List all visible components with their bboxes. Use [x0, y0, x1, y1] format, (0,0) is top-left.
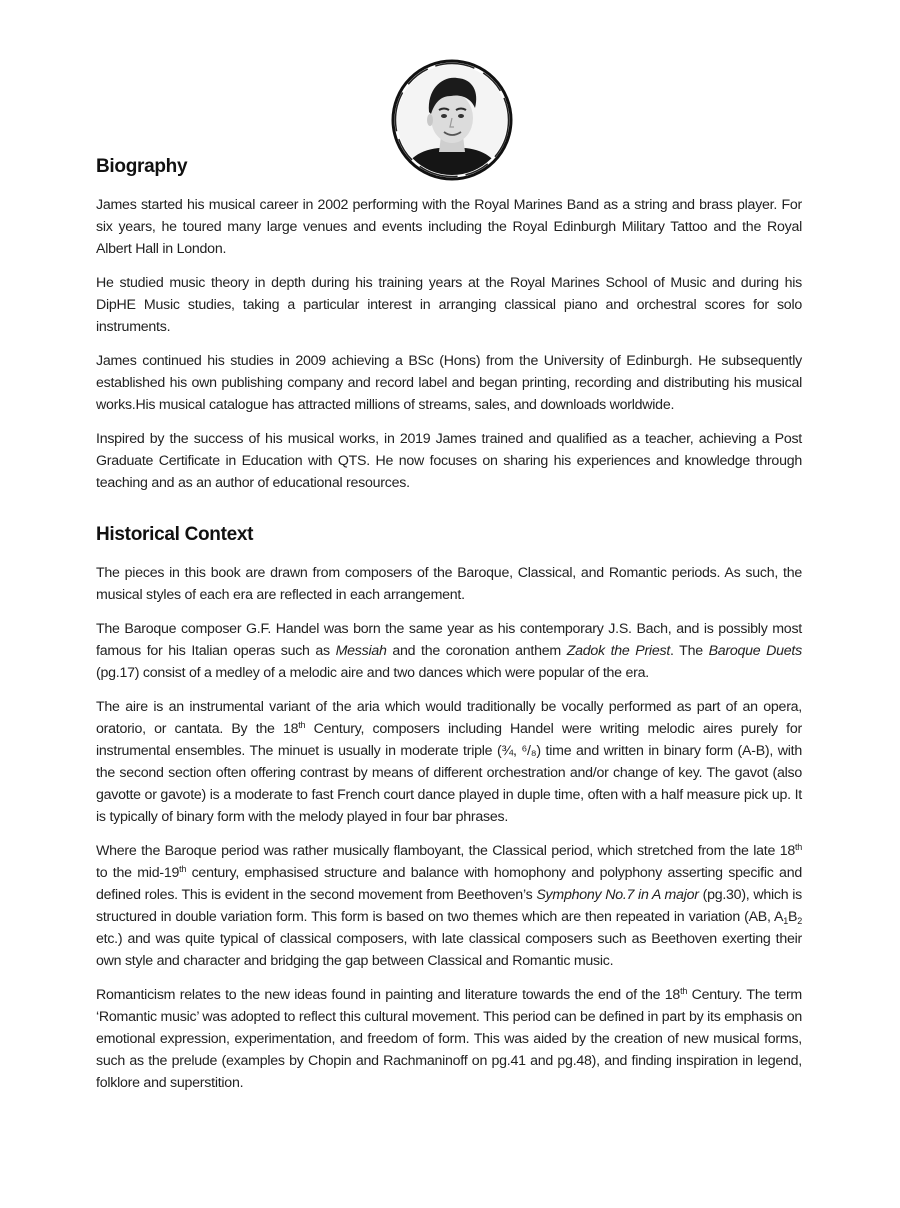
- historical-paragraph-1: The pieces in this book are drawn from composers of the Baroque, Classical, and Romantic periods. As such, the musical styles of each era are reflected in each arrangement.: [96, 565, 802, 603]
- historical-paragraph-2: The Baroque composer G.F. Handel was born the same year as his contemporary J.S. Bach, and is possibly most famous for his Italian operas such as Messiah and the coronation anthem Zadok the Priest. The Baroque Duets (pg.17) consist of a medley of a melodic aire and two dances which were popular of the era.: [96, 621, 802, 681]
- biography-paragraph-2: He studied music theory in depth during his training years at the Royal Marines School of Music and during his DipHE Music studies, taking a particular interest in arranging classical piano and orchestral scores for solo instruments.: [96, 275, 802, 335]
- historical-paragraph-3: The aire is an instrumental variant of the aria which would traditionally be vocally performed as part of an opera, oratorio, or cantata. By the 18th Century, composers including Handel were writing melodic aires purely for instrumental ensembles. The minuet is usually in moderate triple (¾, ⁶/₈) time and written in binary form (A-B), with the second section often offering contrast by means of different orchestration and/or change of key. The gavot (also gavotte or gavote) is a moderate to fast French court dance played in duple time, often with a half measure pick up. It is typically of binary form with the melody played in four bar phrases.: [96, 699, 802, 825]
- biography-paragraph-1: James started his musical career in 2002 performing with the Royal Marines Band as a string and brass player. For six years, he toured many large venues and events including the Royal Edinburgh Military Tattoo and the Royal Albert Hall in London.: [96, 197, 802, 257]
- symphony-title: Symphony No.7 in A major: [536, 887, 699, 903]
- historical-paragraph-4: Where the Baroque period was rather musically flamboyant, the Classical period, which stretched from the late 18th to the mid-19th century, emphasised structure and balance with homophony and polyphony asserting specific and defined roles. This is evident in the second movement from Beethoven’s Symphony No.7 in A major (pg.30), which is structured in double variation form. This form is based on two themes which are then repeated in variation (AB, $A_1B_2$ etc.) and was quite typical of classical composers, with late classical composers such as Beethoven exerting their own style and character and bridging the gap between Classical and Romantic music.: [96, 842, 802, 969]
- biography-heading: Biography: [96, 156, 188, 177]
- biography-paragraph-4: Inspired by the success of his musical works, in 2019 James trained and qualified as a teacher, achieving a Post Graduate Certificate in Education with QTS. He now focuses on sharing his experiences and knowledge through teaching and as an author of educational resources.: [96, 431, 802, 491]
- baroque-duets-title: Baroque Duets: [708, 643, 802, 659]
- historical-paragraph-5: Romanticism relates to the new ideas found in painting and literature towards the end of the 18th Century. The term ‘Romantic music’ was adopted to reflect this cultural movement. This period can be defined in part by its emphasis on emotional expression, experimentation, and freedom of form. This was aided by the creation of new musical forms, such as the prelude (examples by Chopin and Rachmaninoff on pg.41 and pg.48), and finding inspiration in legend, folklore and superstition.: [96, 986, 802, 1091]
- historical-context-heading: Historical Context: [96, 524, 254, 545]
- zadok-title: Zadok the Priest: [566, 643, 671, 659]
- messiah-title: Messiah: [335, 643, 387, 659]
- main-content: [96, 156, 802, 1106]
- biography-paragraph-3: James continued his studies in 2009 achieving a BSc (Hons) from the University of Edinburgh. He subsequently established his own publishing company and record label and began printing, recording and distributing his musical works.His musical catalogue has attracted millions of streams, sales, and downloads worldwide.: [96, 353, 802, 413]
